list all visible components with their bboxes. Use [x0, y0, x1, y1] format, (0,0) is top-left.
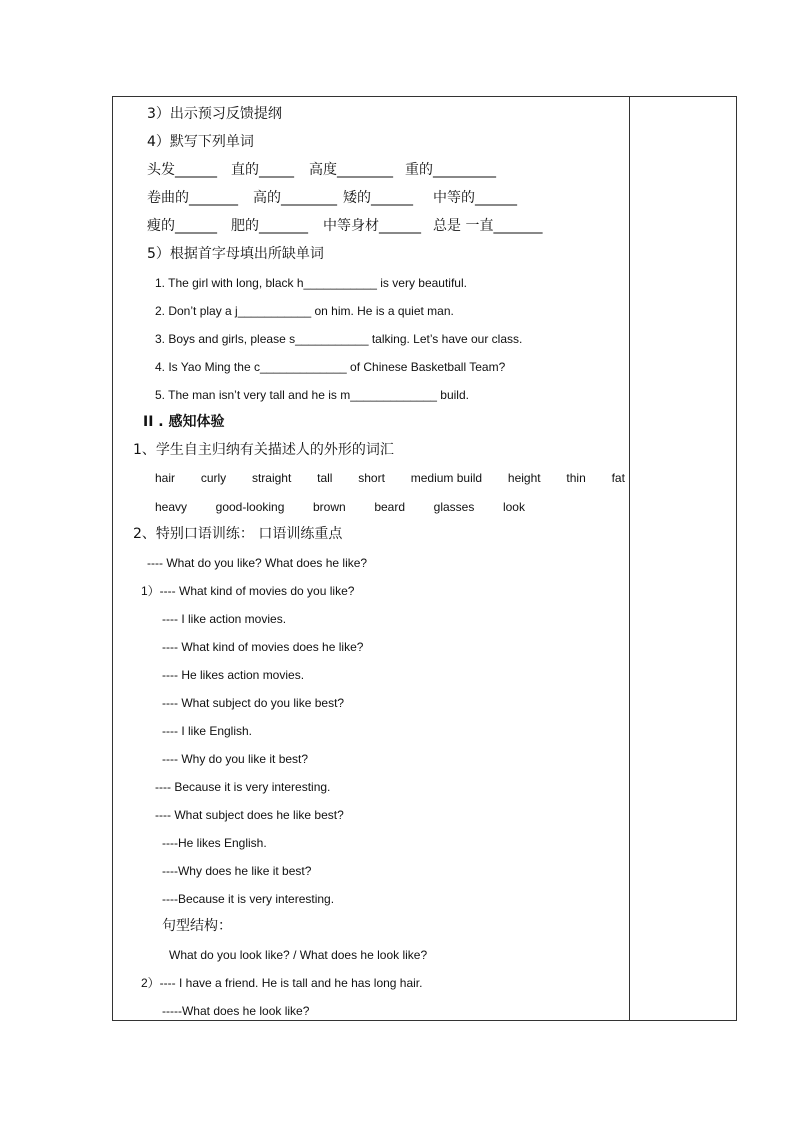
fill-sentence-3: 3. Boys and girls, please s___________ talking. Let’s have our class. [155, 332, 523, 346]
dictation-word: 瘦的______ [147, 218, 217, 234]
dictation-word: 高的________ [253, 190, 337, 206]
vocab-row-1 [155, 471, 625, 485]
dialog-line: 1）---- What kind of movies do you like? [141, 584, 355, 598]
sub-heading-1: 1、学生自主归纳有关描述人的外形的词汇 [133, 442, 394, 458]
dialog-line: ---- I like English. [162, 724, 253, 738]
column-divider [629, 96, 630, 1021]
dialog-line: ---- Why do you like it best? [162, 752, 309, 766]
dictation-word: 肥的_______ [231, 218, 308, 234]
dictation-word: 中等身材______ [323, 218, 421, 234]
structure-sentence: What do you look like? / What does he look like? [169, 948, 428, 962]
vocab-word: curly [200, 471, 227, 485]
dialog-line: ---- What subject does he like best? [155, 808, 344, 822]
vocab-word: hair [155, 471, 176, 485]
vocab-word: fat [611, 471, 625, 485]
dictation-word: 头发______ [147, 162, 217, 178]
vocab-word: thin [566, 471, 586, 485]
vocab-word: heavy [155, 500, 188, 514]
fill-sentence-4: 4. Is Yao Ming the c_____________ of Chinese Basketball Team? [155, 360, 506, 374]
dictation-word: 直的_____ [231, 162, 294, 178]
fill-sentence-2: 2. Don’t play a j___________ on him. He is a quiet man. [155, 304, 454, 318]
vocab-word: tall [317, 471, 333, 485]
vocab-word: straight [251, 471, 292, 485]
dictation-word: 重的_________ [405, 162, 496, 178]
dictation-word: 矮的______ [343, 190, 413, 206]
dialog-line: -----What does he look like? [162, 1004, 310, 1018]
dictation-word: 高度________ [309, 162, 393, 178]
item-4: 4）默写下列单词 [147, 134, 254, 150]
vocab-word: medium build [410, 471, 483, 485]
dialog-line: ----He likes English. [162, 836, 267, 850]
dialog-line: ---- What subject do you like best? [162, 696, 345, 710]
dictation-word: 卷曲的_______ [147, 190, 238, 206]
item-3: 3）出示预习反馈提纲 [147, 106, 282, 122]
vocab-word: brown [313, 500, 346, 514]
dialog-line: ----Why does he like it best? [162, 864, 312, 878]
dictation-word: 总是 一直_______ [433, 218, 543, 234]
vocab-word: short [358, 471, 385, 485]
dialog-line: 2）---- I have a friend. He is tall and he has long hair. [141, 976, 423, 990]
vocab-word: good-looking [215, 500, 285, 514]
dialog-line: ---- What do you like? What does he like? [147, 556, 368, 570]
dialog-line: ---- What kind of movies does he like? [162, 640, 364, 654]
dialog-line: ---- I like action movies. [162, 612, 287, 626]
structure-label: 句型结构： [162, 918, 232, 934]
vocab-row-2 [155, 499, 525, 515]
vocab-word: look [502, 500, 525, 514]
fill-sentence-1: 1. The girl with long, black h___________ is very beautiful. [155, 276, 467, 290]
dialog-line: ---- He likes action movies. [162, 668, 305, 682]
dialog-line: ----Because it is very interesting. [162, 892, 335, 906]
fill-sentence-5: 5. The man isn’t very tall and he is m_____________ build. [155, 388, 469, 402]
vocab-word: glasses [433, 500, 475, 514]
section-heading: II . 感知体验 [143, 414, 225, 430]
vocab-word: height [507, 471, 541, 485]
sub-heading-2: 2、特别口语训练： 口语训练重点 [133, 526, 343, 542]
dialog-line: ---- Because it is very interesting. [155, 780, 331, 794]
item-5: 5）根据首字母填出所缺单词 [147, 246, 324, 262]
dictation-word: 中等的______ [433, 190, 517, 206]
vocab-word: beard [374, 500, 406, 514]
